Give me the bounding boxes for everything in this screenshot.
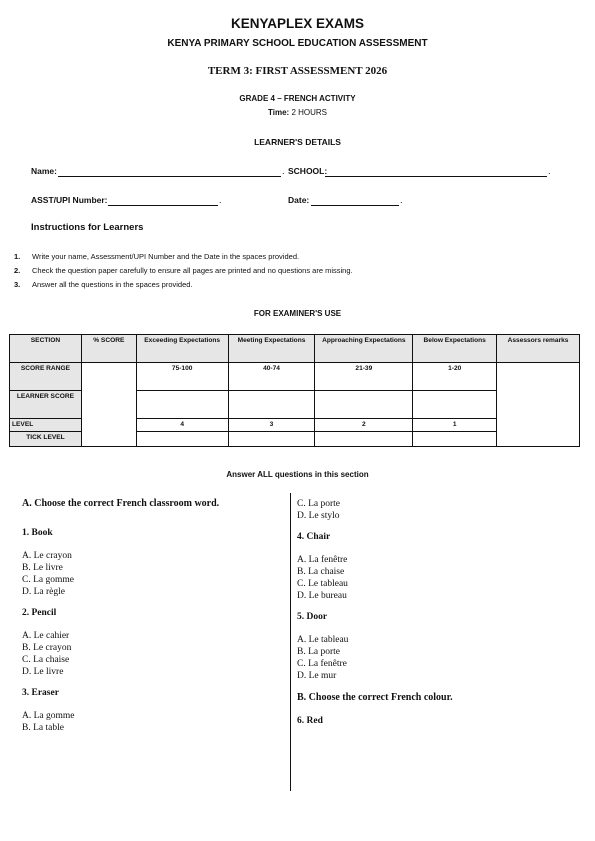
q4-option-d[interactable]: D. Le bureau: [297, 591, 347, 601]
asst-upi-label: ASST/UPI Number:: [31, 195, 108, 205]
column-divider: [290, 493, 291, 791]
level-below: 1: [413, 419, 497, 432]
instruction-text: Answer all the questions in the spaces provided.: [32, 280, 193, 289]
q3-option-d[interactable]: D. Le stylo: [297, 511, 340, 521]
range-below: 1-20: [413, 363, 497, 391]
question-6-title: 6. Red: [297, 716, 323, 726]
q1-option-c[interactable]: C. La gomme: [22, 575, 74, 585]
answer-all-instruction: Answer ALL questions in this section: [226, 470, 369, 479]
time-label: Time:: [268, 108, 290, 117]
asst-field-end: .: [219, 195, 222, 205]
q4-option-c[interactable]: C. Le tableau: [297, 579, 348, 589]
time-value: 2 HOURS: [291, 108, 327, 117]
header-score: % SCORE: [81, 335, 136, 363]
instruction-number: 2.: [14, 266, 21, 275]
instruction-item-3: [14, 280, 193, 289]
section-a-title: A. Choose the correct French classroom word.: [22, 498, 220, 509]
date-label: Date:: [288, 195, 310, 205]
row-label-level: LEVEL: [10, 419, 82, 432]
level-approaching: 2: [315, 419, 413, 432]
row-label-score-range: SCORE RANGE: [10, 363, 82, 391]
school-field-end: .: [548, 166, 551, 176]
examiner-use-title: FOR EXAMINER'S USE: [253, 309, 342, 318]
header-approaching: Approaching Expectations: [315, 335, 413, 363]
name-field-end: .: [282, 166, 285, 176]
range-approaching: 21-39: [315, 363, 413, 391]
assessors-remarks-cell[interactable]: [497, 363, 580, 447]
header-remarks: Assessors remarks: [497, 335, 580, 363]
range-meeting: 40-74: [228, 363, 315, 391]
section-b-title: B. Choose the correct French colour.: [297, 692, 453, 703]
row-label-learner-score: LEARNER SCORE: [10, 391, 82, 419]
q5-option-c[interactable]: C. La fenêtre: [297, 659, 347, 669]
instruction-number: 1.: [14, 252, 21, 261]
q5-option-a[interactable]: A. Le tableau: [297, 635, 349, 645]
q2-option-a[interactable]: A. Le cahier: [22, 631, 70, 641]
asst-upi-field[interactable]: [108, 205, 218, 206]
instruction-text: Write your name, Assessment/UPI Number and the Date in the spaces provided.: [32, 252, 300, 261]
date-field-end: .: [400, 195, 403, 205]
learner-details-title: LEARNER'S DETAILS: [254, 137, 341, 147]
q3-option-c[interactable]: C. La porte: [297, 499, 341, 509]
learner-score-approaching[interactable]: [315, 391, 413, 419]
learner-score-below[interactable]: [413, 391, 497, 419]
percent-score-cell[interactable]: [81, 363, 136, 447]
q3-option-b[interactable]: B. La table: [22, 723, 64, 733]
examiner-header-row: [10, 335, 580, 363]
q1-option-b[interactable]: B. Le livre: [22, 563, 63, 573]
term-title: TERM 3: FIRST ASSESSMENT 2026: [207, 65, 388, 77]
question-1-title: 1. Book: [22, 528, 53, 538]
exam-body-title: KENYAPLEX EXAMS: [230, 16, 365, 31]
q2-option-c[interactable]: C. La chaise: [22, 655, 70, 665]
name-label: Name:: [31, 166, 57, 176]
instruction-text: Check the question paper carefully to ensure all pages are printed and no questions are missing.: [32, 266, 353, 275]
range-exceeding: 75-100: [136, 363, 228, 391]
learner-score-exceeding[interactable]: [136, 391, 228, 419]
tick-approaching[interactable]: [315, 432, 413, 447]
name-field[interactable]: [58, 176, 281, 177]
school-field[interactable]: [325, 176, 547, 177]
date-field[interactable]: [311, 205, 399, 206]
left-column: [22, 498, 284, 734]
school-label: SCHOOL:: [288, 166, 328, 176]
examiner-table: [9, 334, 580, 447]
q5-option-d[interactable]: D. Le mur: [297, 671, 337, 681]
q5-option-b[interactable]: B. La porte: [297, 647, 341, 657]
question-2-title: 2. Pencil: [22, 608, 57, 618]
header-section: SECTION: [10, 335, 82, 363]
question-3-title: 3. Eraser: [22, 688, 59, 698]
q4-option-b[interactable]: B. La chaise: [297, 567, 345, 577]
assessment-title: KENYA PRIMARY SCHOOL EDUCATION ASSESSMENT: [167, 38, 428, 49]
right-column: [297, 498, 577, 727]
q1-option-d[interactable]: D. La règle: [22, 587, 65, 597]
question-4-title: 4. Chair: [297, 532, 331, 542]
level-exceeding: 4: [136, 419, 228, 432]
instruction-item-1: [14, 252, 299, 261]
q4-option-a[interactable]: A. La fenêtre: [297, 555, 348, 565]
header-meeting: Meeting Expectations: [228, 335, 315, 363]
score-range-row: [10, 363, 580, 391]
grade-subject: GRADE 4 – FRENCH ACTIVITY: [239, 94, 356, 103]
level-meeting: 3: [228, 419, 315, 432]
tick-meeting[interactable]: [228, 432, 315, 447]
q2-option-b[interactable]: B. Le crayon: [22, 643, 72, 653]
question-5-title: 5. Door: [297, 612, 328, 622]
time-line: [0, 108, 595, 117]
tick-exceeding[interactable]: [136, 432, 228, 447]
q2-option-d[interactable]: D. Le livre: [22, 667, 64, 677]
instructions-title: Instructions for Learners: [31, 222, 144, 233]
instruction-number: 3.: [14, 280, 21, 289]
header-below: Below Expectations: [413, 335, 497, 363]
learner-score-meeting[interactable]: [228, 391, 315, 419]
q3-option-a[interactable]: A. La gomme: [22, 711, 75, 721]
header-exceeding: Exceeding Expectations: [136, 335, 228, 363]
instruction-item-2: [14, 266, 353, 275]
q1-option-a[interactable]: A. Le crayon: [22, 551, 72, 561]
tick-below[interactable]: [413, 432, 497, 447]
row-label-tick-level: TICK LEVEL: [10, 432, 82, 447]
